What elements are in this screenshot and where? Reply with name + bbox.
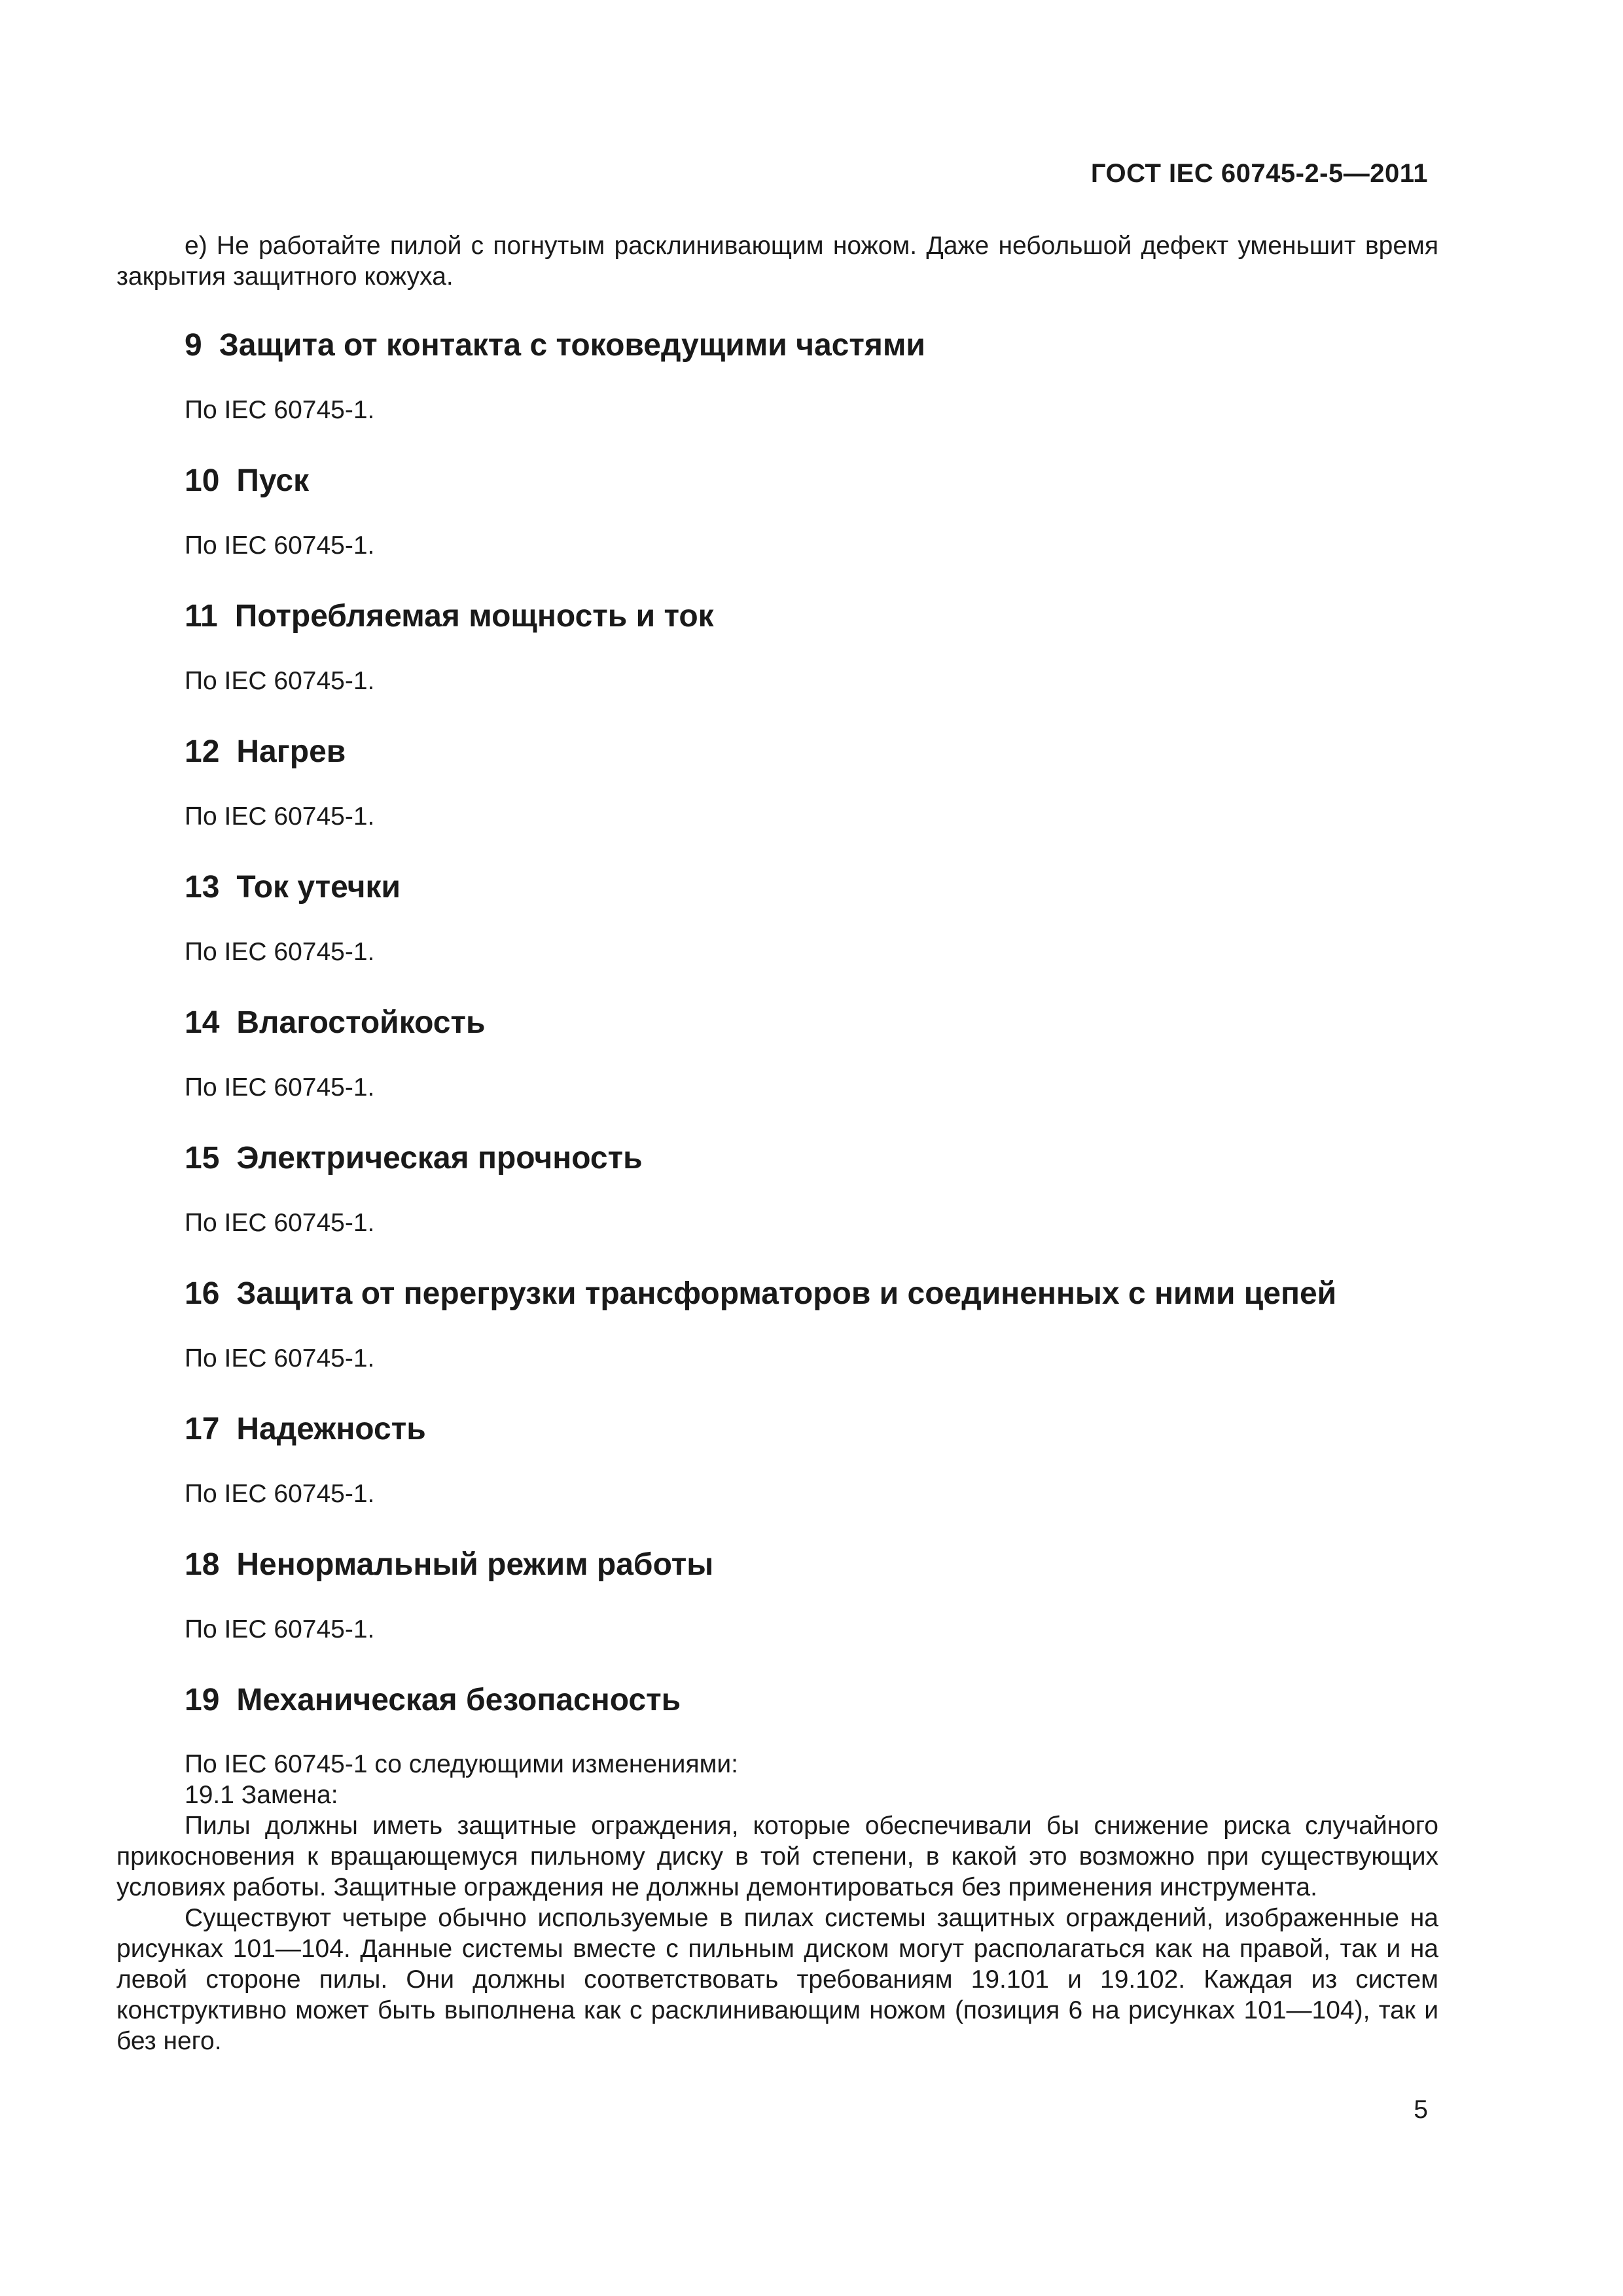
section-19-body xyxy=(116,1749,1438,2056)
section-number: 17 xyxy=(185,1412,220,1446)
section-15 xyxy=(185,1140,1428,1238)
section-heading xyxy=(185,598,1428,635)
section-heading xyxy=(185,1411,1428,1448)
section-title: Механическая безопасность xyxy=(236,1683,681,1717)
page-number: 5 xyxy=(1414,2096,1428,2124)
section-number: 16 xyxy=(185,1276,220,1311)
section-14 xyxy=(185,1005,1428,1103)
section-heading xyxy=(185,1682,1428,1719)
section-heading xyxy=(185,1547,1428,1583)
section-text: По IEC 60745-1. xyxy=(185,667,375,695)
section-heading xyxy=(185,327,1428,364)
section-text: По IEC 60745-1. xyxy=(185,1615,375,1643)
section-text: По IEC 60745-1. xyxy=(185,396,375,424)
section-heading xyxy=(185,1140,1428,1177)
section-19-paragraph-2: Существуют четыре обычно используемые в пилах системы защитных ограждений, изображенные на рисунках 101—104. Данные системы вместе с пильным диском могут располагаться как на правой, так и на левой стороне пилы. Они должны соответствовать требованиям 19.101 и 19.102. Каждая из систем конструктивно может быть выполнена как с расклинивающим ножом (позиция 6 на рисунках 101—104), так и без него. xyxy=(116,1904,1438,2055)
section-number: 18 xyxy=(185,1547,220,1582)
section-text: По IEC 60745-1. xyxy=(185,938,375,966)
section-title: Ненормальный режим работы xyxy=(236,1547,714,1582)
intro-paragraph: е) Не работайте пилой с погнутым расклинивающим ножом. Даже небольшой дефект уменьшит время закрытия защитного кожуха. xyxy=(116,232,1438,291)
section-heading xyxy=(185,734,1428,770)
section-title: Надежность xyxy=(236,1412,426,1446)
section-number: 14 xyxy=(185,1005,220,1040)
section-text: По IEC 60745-1. xyxy=(185,1073,375,1102)
section-title: Ток утечки xyxy=(236,870,401,905)
section-title: Защита от перегрузки трансформаторов и соединенных с ними цепей xyxy=(236,1276,1337,1311)
section-number: 9 xyxy=(185,328,202,363)
section-9 xyxy=(185,327,1428,425)
section-19 xyxy=(185,1682,1428,1719)
section-number: 19 xyxy=(185,1683,220,1717)
document-code: ГОСТ IEC 60745-2-5—2011 xyxy=(1090,159,1428,188)
section-title: Защита от контакта с токоведущими частями xyxy=(219,328,925,363)
section-12 xyxy=(185,734,1428,832)
section-18 xyxy=(185,1547,1428,1645)
section-text: По IEC 60745-1. xyxy=(185,1209,375,1237)
section-number: 10 xyxy=(185,463,220,498)
section-19-lead: По IEC 60745-1 со следующими изменениями: xyxy=(185,1750,739,1778)
section-title: Электрическая прочность xyxy=(236,1141,643,1175)
section-title: Влагостойкость xyxy=(236,1005,486,1040)
section-number: 13 xyxy=(185,870,220,905)
section-heading xyxy=(185,1005,1428,1041)
section-19-paragraph-1: Пилы должны иметь защитные ограждения, которые обеспечивали бы снижение риска случайного прикосновения к вращающемуся пильному диску в той степени, в какой это возможно при существующих условиях работы. Защитные ограждения не должны демонтироваться без применения инструмента. xyxy=(116,1812,1438,1901)
section-16 xyxy=(185,1276,1428,1374)
subsection-19-1: 19.1 Замена: xyxy=(185,1781,338,1809)
section-number: 11 xyxy=(185,599,218,634)
section-title: Потребляемая мощность и ток xyxy=(234,599,714,634)
section-11 xyxy=(185,598,1428,696)
section-10 xyxy=(185,463,1428,561)
section-number: 15 xyxy=(185,1141,220,1175)
section-17 xyxy=(185,1411,1428,1509)
section-title: Нагрев xyxy=(236,734,346,769)
section-heading xyxy=(185,869,1428,906)
section-text: По IEC 60745-1. xyxy=(185,1480,375,1508)
section-13 xyxy=(185,869,1428,967)
section-heading xyxy=(185,463,1428,499)
section-text: По IEC 60745-1. xyxy=(185,531,375,560)
section-text: По IEC 60745-1. xyxy=(185,1344,375,1372)
section-heading xyxy=(185,1276,1428,1312)
section-text: По IEC 60745-1. xyxy=(185,802,375,831)
section-title: Пуск xyxy=(236,463,310,498)
section-number: 12 xyxy=(185,734,220,769)
